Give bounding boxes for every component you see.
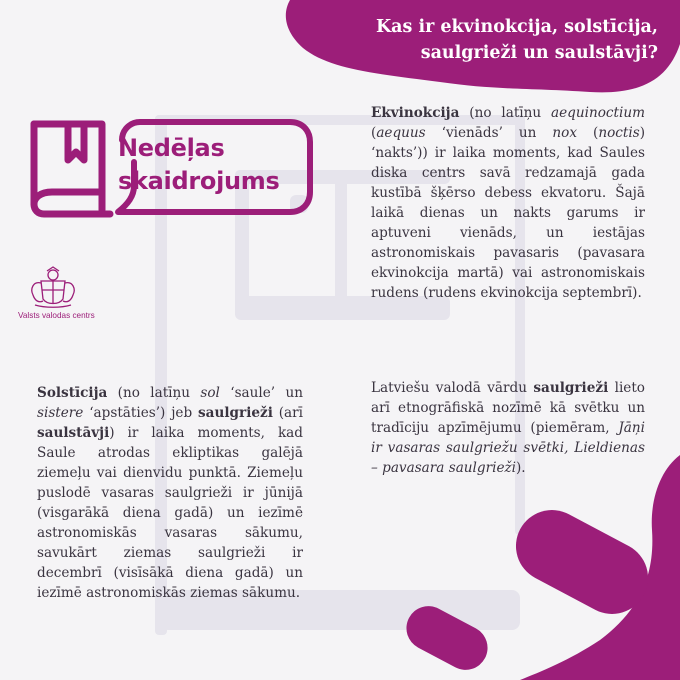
term-italic: sol (200, 385, 220, 401)
paragraph-usage (371, 378, 645, 478)
institution-name: Valsts valodas centrs (18, 311, 95, 320)
text: ‘saule’ un (219, 385, 303, 401)
term-solsticija: Solstīcija (37, 385, 108, 401)
example-italic: Jāņi ir vasaras saulgriežu svētki, Lieldienas – pavasara saulgrieži (371, 420, 645, 476)
book-icon (34, 124, 110, 214)
brand-title (118, 132, 279, 198)
term-ekvinokcija: Ekvinokcija (371, 105, 460, 121)
text: lieto arī etnogrāfiskā nozīmē kā svētku un tradīciju apzīmējumu (piemēram, (371, 380, 645, 436)
term-italic: noctis (598, 125, 640, 141)
text: ). (516, 460, 526, 476)
page-title: Kas ir ekvinokcija, solstīcija, saulgrieži un saulstāvji? (375, 17, 658, 63)
text: ‘vienāds’ un (425, 125, 553, 141)
brand-title-line2: skaidrojums (118, 167, 280, 195)
term-saulgriezi: saulgrieži (533, 380, 609, 396)
term-italic: aequus (376, 125, 426, 141)
term-saulgriezi: saulgrieži (198, 405, 273, 421)
paragraph-equinox (371, 103, 645, 303)
brand-title-line1: Nedēļas (118, 134, 225, 162)
text: ‘apstāties’) jeb (83, 405, 199, 421)
text: (no latīņu (459, 105, 552, 121)
term-italic: aequinoctium (551, 105, 645, 121)
text: ( (577, 125, 599, 141)
term-saulstavji: saulstāvji (37, 425, 110, 441)
text: (arī (272, 405, 303, 421)
paragraph-solstice (37, 383, 303, 603)
term-italic: nox (552, 125, 578, 141)
pill-shape-small (399, 598, 496, 677)
coat-of-arms-logo (27, 265, 79, 309)
text: (no latīņu (107, 385, 201, 401)
text: ) ‘nakts’)) ir laika moments, kad Saules diska centrs savā redzamajā gada kustībā šķērso debess ekvatoru. Šajā laikā dienas un nakts garums ir aptuveni vienāds, un iestājas astronomiskais pavasaris (pavasara ekvinokcija martā) vai astronomiskais rudens (rudens ekvinokcija septembrī). (371, 125, 645, 301)
text: ) ir laika moments, kad Saule atrodas ekliptikas galējā ziemeļu vai dienvidu punktā. Ziemeļu puslodē vasaras saulgrieži ir jūnijā (visgarākā diena gadā) un iezīmē astronomiskās vasaras sākumu, savukārt ziemas saulgrieži ir decembrī (visīsākā diena gadā) un iezīmē astronomiskās ziemas sākumu. (37, 425, 303, 601)
text: Latviešu valodā vārdu (371, 380, 534, 396)
text: ( (371, 125, 377, 141)
term-italic: sistere (37, 405, 84, 421)
